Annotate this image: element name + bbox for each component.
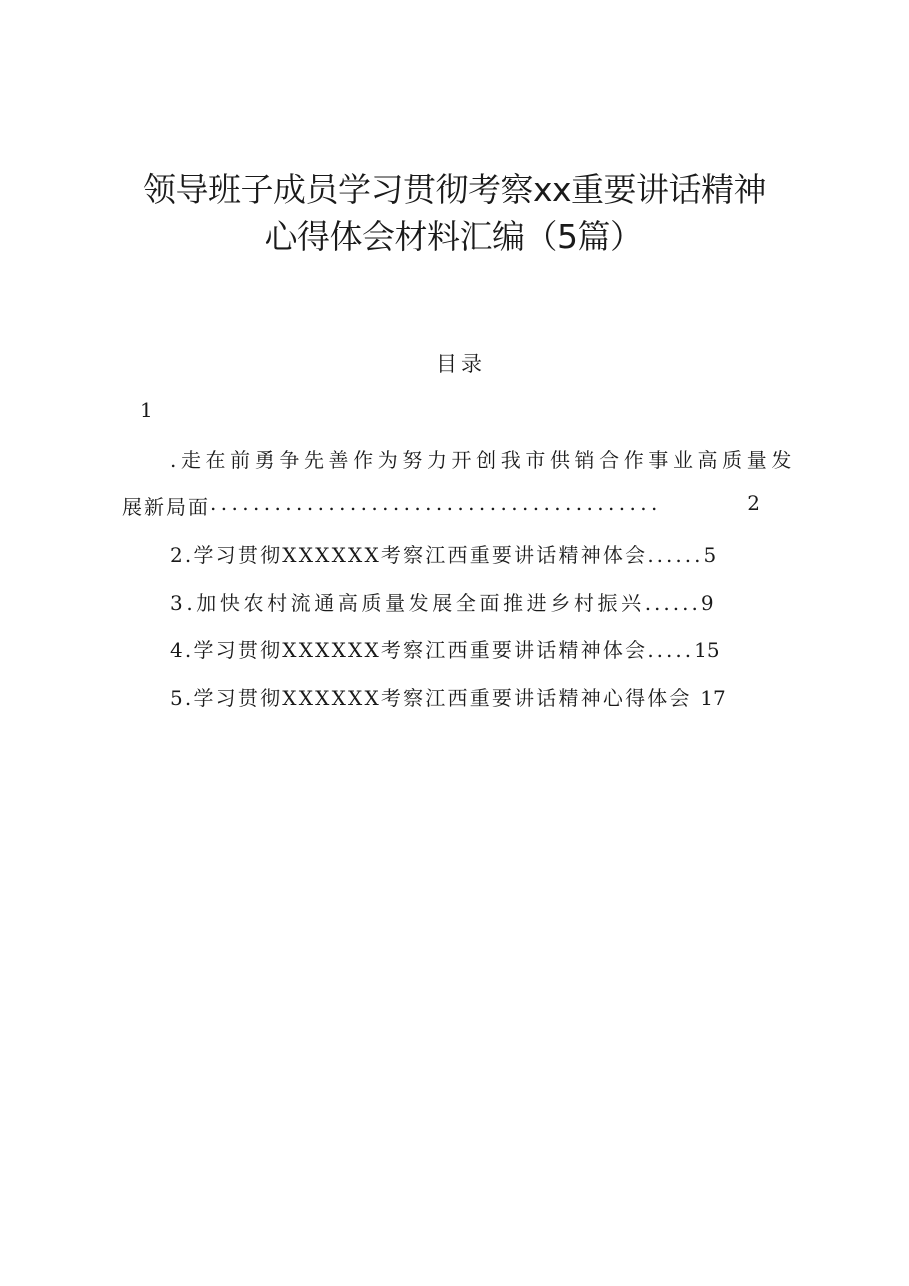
- toc-entry-1-line-1[interactable]: .走在前勇争先善作为努力开创我市供销合作事业高质量发: [170, 448, 796, 472]
- toc-heading: 目录: [436, 352, 486, 376]
- toc-entry-1-page: 2: [747, 491, 760, 515]
- toc-entry-5[interactable]: [170, 682, 726, 711]
- toc-entry-5-leader: [692, 686, 701, 710]
- toc-entry-2[interactable]: [170, 539, 716, 568]
- toc-entry-3-leader: ......: [644, 591, 701, 615]
- toc-entry-4-text: 4.学习贯彻XXXXXX考察江西重要讲话精神体会: [170, 638, 648, 662]
- toc-entry-2-text: 2.学习贯彻XXXXXX考察江西重要讲话精神体会: [170, 543, 648, 567]
- toc-entry-1-text: 展新局面: [122, 495, 210, 519]
- toc-entry-4[interactable]: [170, 634, 720, 663]
- toc-entry-2-page: 5: [703, 543, 717, 567]
- toc-entry-3-text: 3.加快农村流通高质量发展全面推进乡村振兴: [170, 591, 645, 615]
- toc-entry-3-page: 9: [700, 591, 714, 615]
- toc-entry-3[interactable]: [170, 587, 714, 616]
- toc-entry-1-leader: ..........................................: [210, 491, 662, 515]
- toc-entry-5-text: 5.学习贯彻XXXXXX考察江西重要讲话精神心得体会: [170, 686, 692, 710]
- toc-entry-1-line-2[interactable]: [122, 491, 760, 520]
- document-title-line-1: 领导班子成员学习贯彻考察xx重要讲话精神: [142, 170, 767, 209]
- toc-entry-5-page: 17: [700, 686, 726, 710]
- toc-entry-2-leader: ......: [647, 543, 704, 567]
- toc-entry-4-page: 15: [694, 638, 720, 662]
- toc-entry-4-leader: .....: [647, 638, 695, 662]
- document-title-line-2: 心得体会材料汇编（5篇）: [264, 217, 643, 256]
- toc-entry-1-number: 1: [140, 398, 153, 422]
